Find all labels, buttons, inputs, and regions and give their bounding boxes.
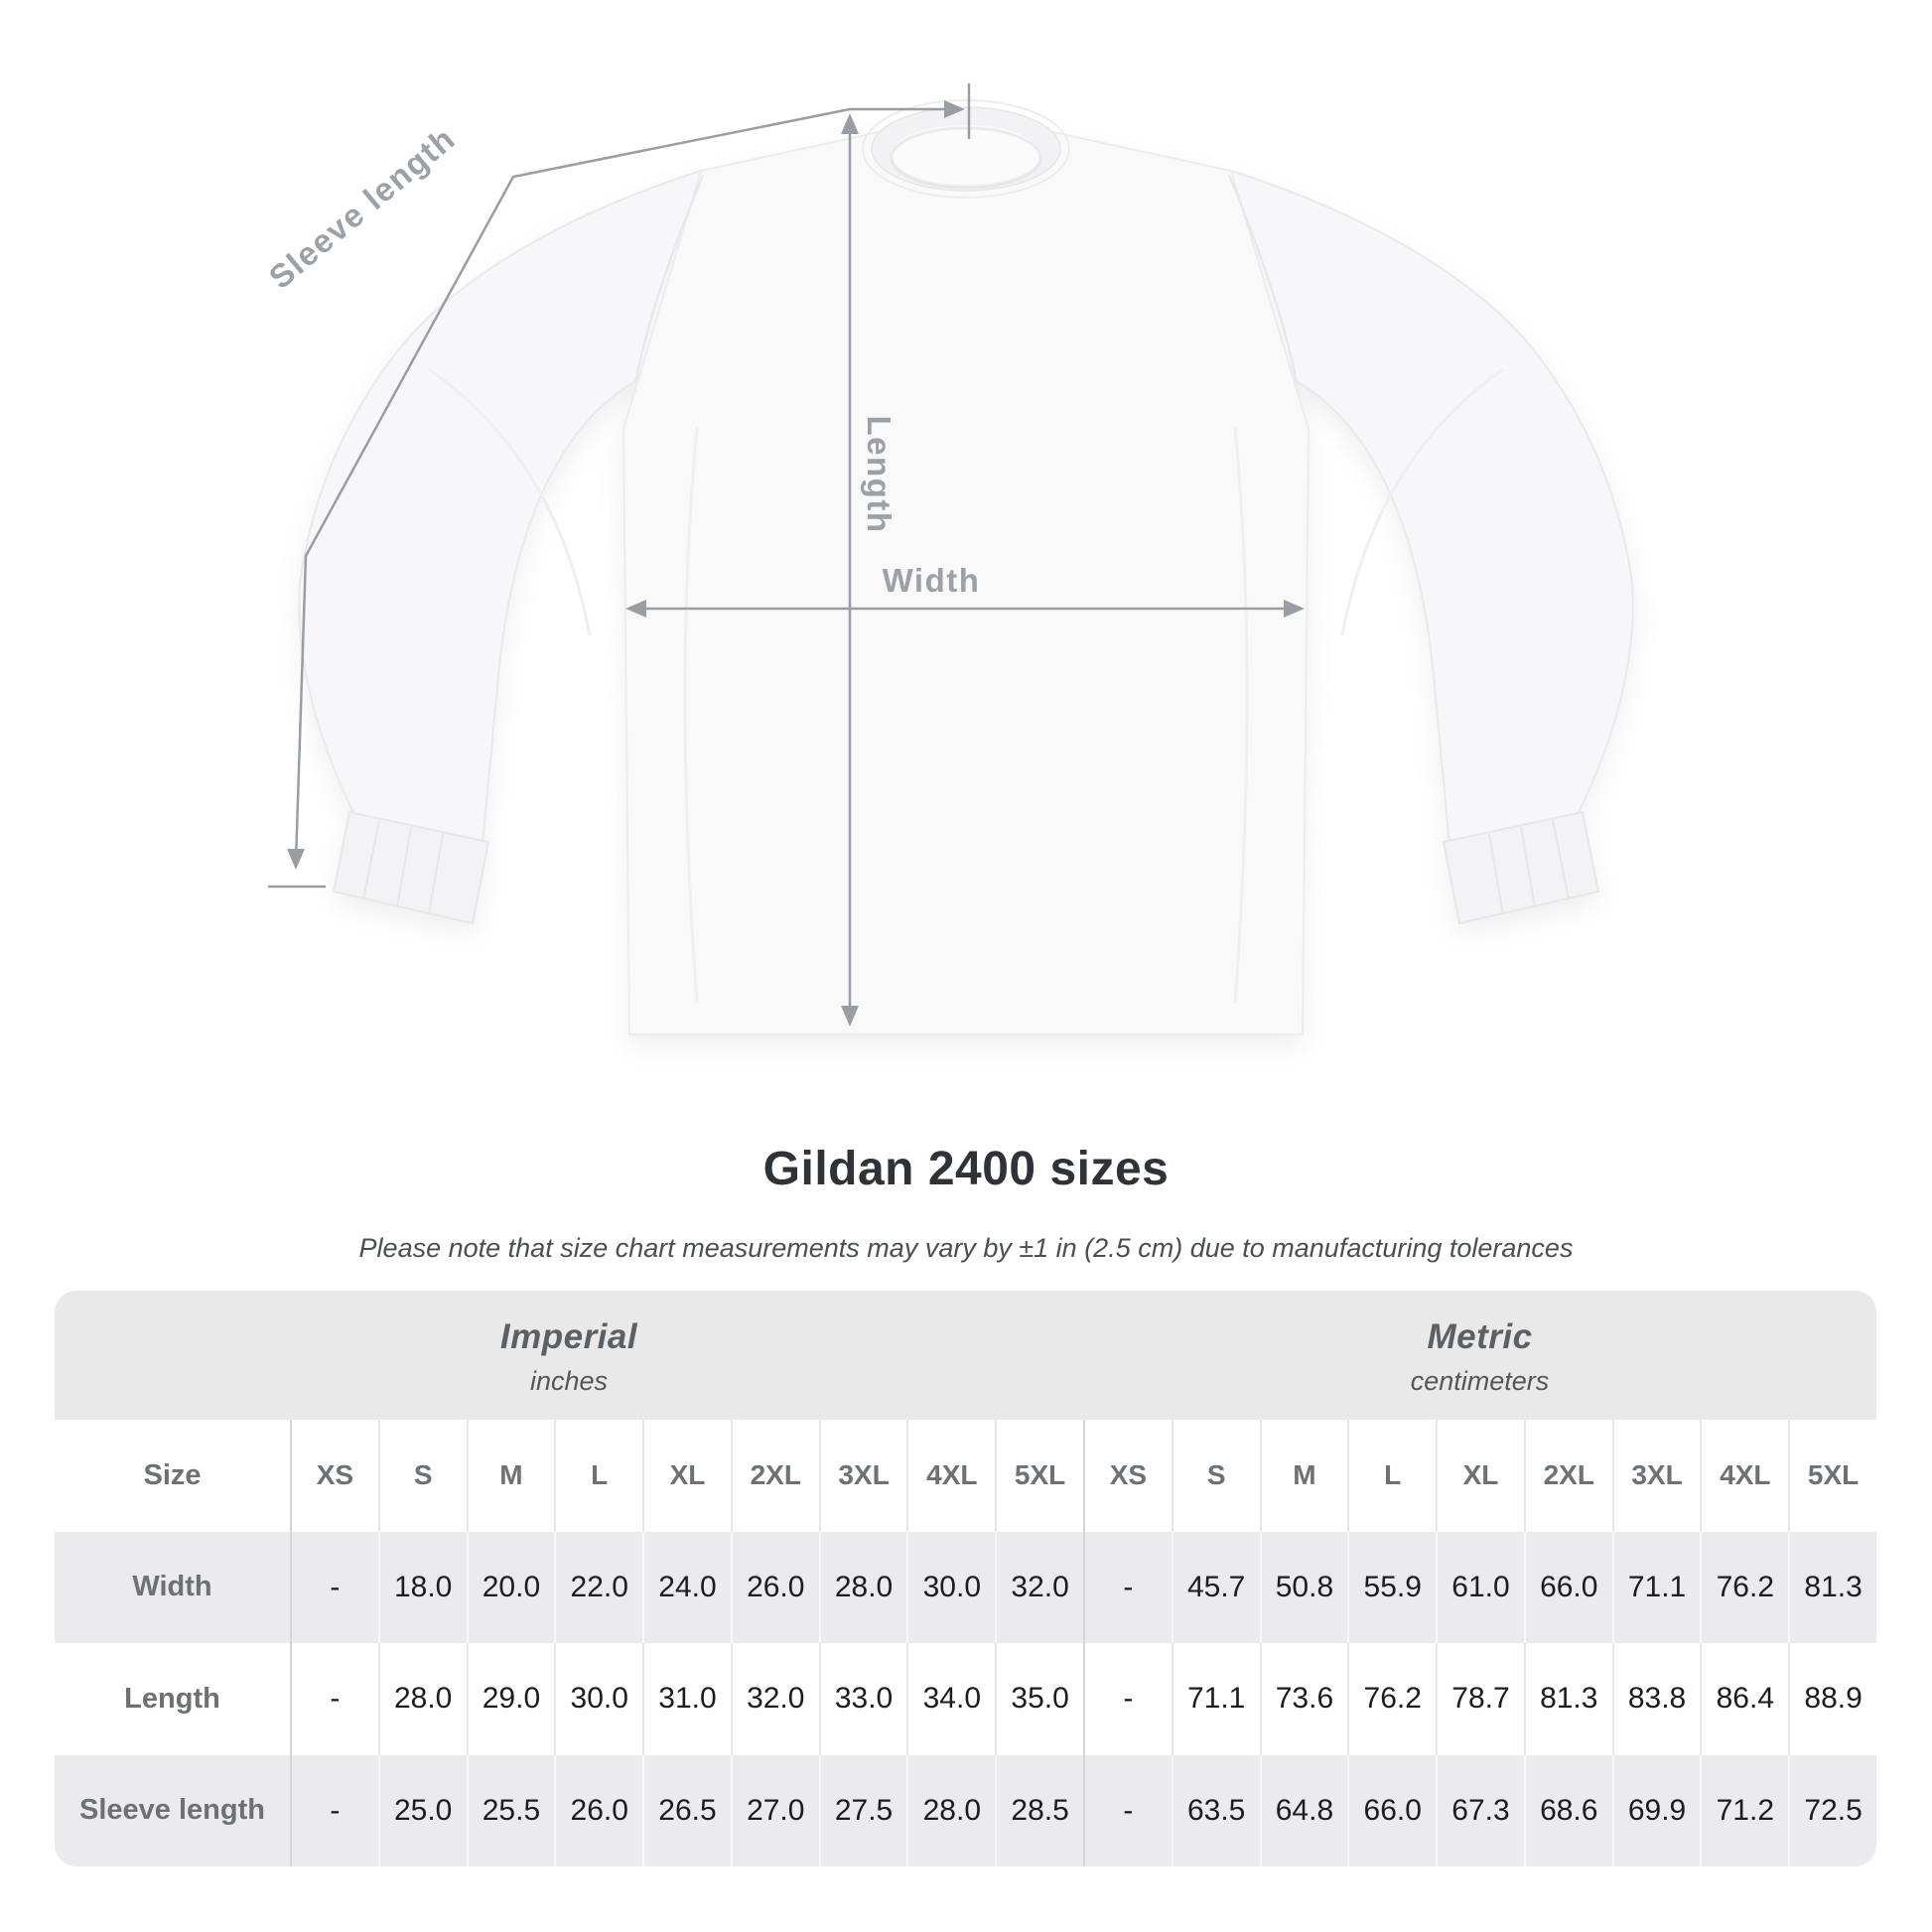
value-cell: 28.0: [906, 1755, 995, 1867]
imperial-unit: inches: [529, 1366, 609, 1396]
size-header-cell: XS: [1083, 1420, 1172, 1532]
value-cell: 72.5: [1788, 1755, 1876, 1867]
size-header-cell: 5XL: [1788, 1420, 1876, 1532]
row-label: Length: [55, 1643, 290, 1755]
value-cell: 67.3: [1436, 1755, 1524, 1867]
length-label: Length: [861, 415, 897, 534]
value-cell: 81.3: [1788, 1532, 1876, 1644]
metric-unit: centimeters: [1410, 1366, 1550, 1396]
value-cell: 30.0: [554, 1643, 642, 1755]
value-cell: 18.0: [378, 1532, 467, 1644]
value-cell: 28.0: [378, 1643, 467, 1755]
value-cell: 27.0: [731, 1755, 819, 1867]
value-cell: 83.8: [1612, 1643, 1701, 1755]
size-header-cell: L: [554, 1420, 642, 1532]
size-header-cell: S: [1172, 1420, 1260, 1532]
value-cell: 26.0: [554, 1755, 642, 1867]
size-header-cell: 4XL: [906, 1420, 995, 1532]
metric-title: Metric: [1427, 1317, 1533, 1356]
value-cell: -: [290, 1532, 378, 1644]
value-cell: 25.0: [378, 1755, 467, 1867]
value-cell: 28.5: [995, 1755, 1083, 1867]
value-cell: 28.0: [819, 1532, 907, 1644]
value-cell: 71.1: [1172, 1643, 1260, 1755]
size-header-cell: M: [1260, 1420, 1348, 1532]
value-cell: 66.0: [1524, 1532, 1612, 1644]
value-cell: 45.7: [1172, 1532, 1260, 1644]
value-cell: 78.7: [1436, 1643, 1524, 1755]
size-column-header: Size: [55, 1420, 290, 1532]
value-cell: 26.5: [642, 1755, 731, 1867]
value-cell: 88.9: [1788, 1643, 1876, 1755]
value-cell: 71.2: [1700, 1755, 1788, 1867]
value-cell: 30.0: [906, 1532, 995, 1644]
size-header-cell: XL: [642, 1420, 731, 1532]
value-cell: 32.0: [995, 1532, 1083, 1644]
value-cell: 81.3: [1524, 1643, 1612, 1755]
value-cell: -: [290, 1755, 378, 1867]
value-cell: 69.9: [1612, 1755, 1701, 1867]
imperial-title: Imperial: [499, 1317, 638, 1356]
value-cell: -: [290, 1643, 378, 1755]
value-cell: 76.2: [1347, 1643, 1436, 1755]
size-header-cell: 5XL: [995, 1420, 1083, 1532]
value-cell: 66.0: [1347, 1755, 1436, 1867]
size-header-cell: M: [467, 1420, 555, 1532]
value-cell: 61.0: [1436, 1532, 1524, 1644]
width-label: Width: [882, 562, 981, 599]
value-cell: 73.6: [1260, 1643, 1348, 1755]
value-cell: 25.5: [467, 1755, 555, 1867]
page-title: Gildan 2400 sizes: [762, 1143, 1170, 1195]
size-header-cell: 3XL: [819, 1420, 907, 1532]
size-table: [55, 1291, 1876, 1866]
value-cell: -: [1083, 1532, 1172, 1644]
value-cell: 32.0: [731, 1643, 819, 1755]
size-header-cell: 2XL: [1524, 1420, 1612, 1532]
value-cell: 71.1: [1612, 1532, 1701, 1644]
size-header-cell: 4XL: [1700, 1420, 1788, 1532]
size-header-cell: S: [378, 1420, 467, 1532]
value-cell: 26.0: [731, 1532, 819, 1644]
value-cell: 76.2: [1700, 1532, 1788, 1644]
value-cell: 35.0: [995, 1643, 1083, 1755]
size-header-cell: XS: [290, 1420, 378, 1532]
value-cell: 33.0: [819, 1643, 907, 1755]
row-label: Sleeve length: [55, 1755, 290, 1867]
value-cell: 27.5: [819, 1755, 907, 1867]
value-cell: 34.0: [906, 1643, 995, 1755]
unit-banner: [55, 1291, 1876, 1420]
sleeve-length-label: Sleeve length: [261, 119, 463, 297]
size-header-cell: XL: [1436, 1420, 1524, 1532]
value-cell: 63.5: [1172, 1755, 1260, 1867]
value-cell: -: [1083, 1643, 1172, 1755]
value-cell: 64.8: [1260, 1755, 1348, 1867]
value-cell: 22.0: [554, 1532, 642, 1644]
value-cell: 24.0: [642, 1532, 731, 1644]
size-header-cell: 3XL: [1612, 1420, 1701, 1532]
value-cell: 68.6: [1524, 1755, 1612, 1867]
row-label: Width: [55, 1532, 290, 1644]
value-cell: -: [1083, 1755, 1172, 1867]
value-cell: 55.9: [1347, 1532, 1436, 1644]
value-cell: 31.0: [642, 1643, 731, 1755]
value-cell: 86.4: [1700, 1643, 1788, 1755]
shirt-collar: [863, 100, 1069, 198]
size-grid: [55, 1420, 1876, 1866]
metric-group: [1083, 1291, 1876, 1422]
size-header-cell: 2XL: [731, 1420, 819, 1532]
imperial-group: [55, 1291, 1083, 1422]
size-header-cell: L: [1347, 1420, 1436, 1532]
value-cell: 29.0: [467, 1643, 555, 1755]
value-cell: 50.8: [1260, 1532, 1348, 1644]
value-cell: 20.0: [467, 1532, 555, 1644]
page-subtitle: Please note that size chart measurements may vary by ±1 in (2.5 cm) due to manufacturing tolerances: [358, 1233, 1574, 1263]
